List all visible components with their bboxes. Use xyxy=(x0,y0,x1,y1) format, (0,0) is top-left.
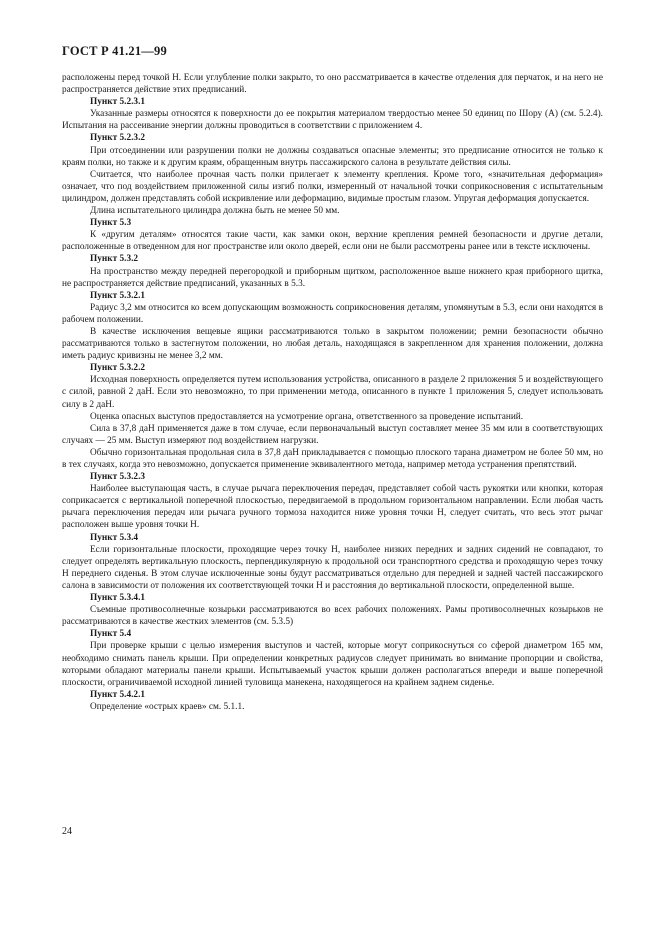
body-paragraph: Наиболее выступающая часть, в случае рычага переключения передач, представляет собой часть рукоятки или кнопки, которая соприкасается с вертикальной поперечной плоскостью, передвигаемой в продольном горизонтальном направлении. Если любая часть рычага переключения передач или рычага ручного тормоза находится ниже уровня точки H, следует считать, что весь этот рычаг расположен выше уровня точки H. xyxy=(62,484,603,531)
document-body xyxy=(62,72,603,713)
standard-header: ГОСТ Р 41.21—99 xyxy=(62,44,167,58)
clause-heading: Пункт 5.3.2 xyxy=(90,254,139,265)
clause-heading: Пункт 5.3.2.1 xyxy=(90,290,146,301)
clause-heading: Пункт 5.4 xyxy=(90,629,132,640)
clause-heading: Пункт 5.4.2.1 xyxy=(90,689,146,700)
body-paragraph: расположены перед точкой H. Если углубление полки закрыто, то оно рассматривается в качестве отделения для перчаток, и на него не распространяется действие этих предписаний. xyxy=(62,73,603,96)
body-paragraph: Указанные размеры относятся к поверхности до ее покрытия материалом твердостью менее 50 единиц по Шору (А) (см. 5.2.4). Испытания на рассеивание энергии должны проводиться в соответствии с приложением 4. xyxy=(62,109,603,132)
body-paragraph: При проверке крыши с целью измерения выступов и частей, которые могут соприкоснуться со сферой диаметром 165 мм, необходимо снимать панель крыши. При определении конкретных радиусов следует принимать во внимание пропорции и свойства, которыми обладают материалы панели крыши. Испытываемый участок крыши должен располагаться впереди и выше поперечной плоскости, ограничиваемой исходной линией туловища манекена, находящегося на крайнем заднем сиденье. xyxy=(62,641,603,688)
body-paragraph: На пространство между передней перегородкой и приборным щитком, расположенное выше нижнего края приборного щитка, не распространяется действие предписаний, указанных в 5.3. xyxy=(62,266,603,289)
body-paragraph: Определение «острых краев» см. 5.1.1. xyxy=(90,701,245,712)
clause-heading: Пункт 5.3 xyxy=(90,218,132,229)
body-paragraph: Обычно горизонтальная продольная сила в 37,8 даН прикладывается с помощью плоского тарана диаметром не более 50 мм, но в тех случаях, когда это невозможно, допускается применение эквивалентного метода, например метода устранения препятствий. xyxy=(62,447,603,470)
body-paragraph: Исходная поверхность определяется путем использования устройства, описанного в разделе 2 приложения 5 и воздействующего с силой, равной 2 даН. Если это невозможно, то при применении метода, описанного в пункте 1 приложения 5, следует использовать силу в 2 даН. xyxy=(62,375,603,410)
body-paragraph: Съемные противосолнечные козырьки рассматриваются во всех рабочих положениях. Рамы противосолнечных козырьков не рассматриваются в качестве жестких элементов (см. 5.3.5) xyxy=(62,605,603,628)
body-paragraph: В качестве исключения вещевые ящики рассматриваются только в закрытом положении; ремни безопасности обычно рассматриваются только в застегнутом положении, но любая деталь, находящаяся в закрепленном для хранения положении, должна иметь радиус кривизны не менее 3,2 мм. xyxy=(62,326,603,362)
body-paragraph: Считается, что наиболее прочная часть полки прилегает к элементу крепления. Кроме того, «значительная деформация» означает, что под воздействием приложенной силы изгиб полки, измеренный от начальной точки соприкосновения с испытательным цилиндром, должен представлять собой искривление или деформацию, видимые простым глазом. Упругая деформация допускается. xyxy=(62,169,603,204)
body-paragraph: Сила в 37,8 даН применяется даже в том случае, если первоначальный выступ составляет менее 35 мм или в соответствующих случаях — 25 мм. Выступ измеряют под воздействием нагрузки. xyxy=(62,423,603,446)
body-paragraph: Длина испытательного цилиндра должна быть не менее 50 мм. xyxy=(90,206,340,217)
clause-heading: Пункт 5.2.3.1 xyxy=(90,97,146,108)
body-paragraph: К «другим деталям» относятся такие части, как замки окон, верхние крепления ремней безопасности и другие детали, расположенные в отведенном для ног пространстве или около дверей, если они не были рассмотрены ранее или в тексте исключены. xyxy=(62,230,603,253)
clause-heading: Пункт 5.3.2.3 xyxy=(90,472,146,483)
body-paragraph: При отсоединении или разрушении полки не должны создаваться опасные элементы; это предписание относится не только к краям полки, но также и к другим краям, обращенным внутрь пассажирского салона в результате действия силы. xyxy=(62,145,603,168)
clause-heading: Пункт 5.3.4 xyxy=(90,532,139,543)
body-paragraph: Радиус 3,2 мм относится ко всем допускающим возможность соприкосновения деталям, упомянутым в 5.3, если они находятся в рабочем положении. xyxy=(62,302,603,325)
clause-heading: Пункт 5.3.2.2 xyxy=(90,363,146,374)
clause-heading: Пункт 5.3.4.1 xyxy=(90,593,146,604)
body-paragraph: Оценка опасных выступов предоставляется на усмотрение органа, ответственного за проведение испытаний. xyxy=(90,411,524,422)
page-number: 24 xyxy=(62,826,72,837)
body-paragraph: Если горизонтальные плоскости, проходящие через точку H, наиболее низких передних и задних сидений не совпадают, то следует определять вертикальную плоскость, перпендикулярную к продольной оси транспортного средства и проходящую через точку H переднего сиденья. В этом случае исключенные зоны будут рассматриваться отдельно для передней и задней частей пассажирского салона в зависимости от положения их соответствующей точки H и расстояния до вертикальной плоскости, определенной выше. xyxy=(62,544,603,591)
clause-heading: Пункт 5.2.3.2 xyxy=(90,133,146,144)
